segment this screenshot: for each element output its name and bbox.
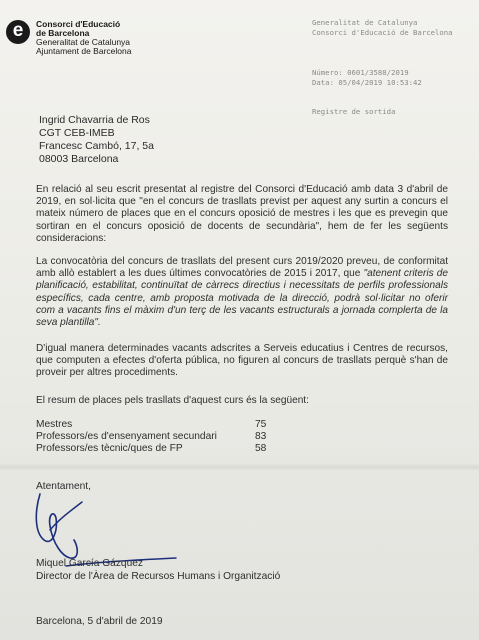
registry-stamp <box>312 18 453 38</box>
places-value: 83 <box>255 431 267 442</box>
stamp-number: Número: 0601/3588/2019 <box>312 68 409 77</box>
letterhead <box>36 20 131 56</box>
places-row <box>36 443 267 455</box>
closing-salutation: Atentament, <box>36 481 91 492</box>
places-value: 58 <box>255 443 267 454</box>
place-and-date: Barcelona, 5 d'abril de 2019 <box>36 616 163 627</box>
paragraph-lead: La convocatòria del concurs de trasllats del present curs 2019/2020 preveu, de conformitat amb allò establert a les dues últimes convocatòries de 2015 i 2017, que <box>36 256 448 280</box>
places-row <box>36 431 267 443</box>
places-label: Professors/es tècnic/ques de FP <box>36 443 183 454</box>
places-label: Professors/es d'ensenyament secundari <box>36 431 217 442</box>
paragraph-request: En relació al seu escrit presentat al registre del Consorci d'Educació amb data 3 d'abril de 2019, en sol·licita que "en el concurs de trasllats previst per aquest any surtin a concurs el mateix número de places que en el concurs oposició de mestres i les que es prevegin que sortiran en el concurs oposició de docents de secundària", hem de fer les següents consideracions: <box>36 184 448 244</box>
recipient-address <box>39 114 154 166</box>
places-table <box>36 419 267 455</box>
consorci-logo: e <box>6 20 30 44</box>
paragraph-quote: "atenent criteris de planificació, estabilitat, continuïtat de càrrecs directius i necessitats de perfils professionals específics, cada centre, amb proposta motivada de la direcció, podrà sol·licitar no oferir com a vacants fins el màxim d'un terç de les vacants estructurals a jornada complerta de la seva plantilla". <box>36 268 448 329</box>
stamp-line: Consorci d'Educació de Barcelona <box>312 28 453 37</box>
paragraph-summary: El resum de places pels trasllats d'aquest curs és la següent: <box>36 395 309 406</box>
recipient-street: Francesc Cambó, 17, 5a <box>39 140 154 152</box>
places-label: Mestres <box>36 419 73 430</box>
signer-block <box>36 557 280 583</box>
recipient-name: Ingrid Chavarria de Ros <box>39 114 150 126</box>
paragraph-convocatoria <box>36 256 448 329</box>
registry-number <box>312 68 422 88</box>
paragraph-vacants: D'igual manera determinades vacants adscrites a Serveis educatius i Centres de recursos, que computen a efectes d'oferta pública, no figuren al concurs de trasllats perquè s'han de proveir per altres procediments. <box>36 343 448 379</box>
registry-type: Registre de sortida <box>312 107 396 116</box>
recipient-city: 08003 Barcelona <box>39 153 119 165</box>
places-value: 75 <box>255 419 267 430</box>
stamp-date: Data: 05/04/2019 10:53:42 <box>312 78 422 87</box>
paper-fold <box>0 463 479 471</box>
letterhead-line: Consorci d'Educació <box>36 19 121 29</box>
places-row <box>36 419 267 431</box>
letterhead-line: Ajuntament de Barcelona <box>36 46 132 56</box>
signer-name: Miquel García Gázquez <box>36 558 144 569</box>
letterhead-line: de Barcelona <box>36 28 90 38</box>
stamp-line: Generalitat de Catalunya <box>312 18 418 27</box>
recipient-org: CGT CEB-IMEB <box>39 127 115 139</box>
letterhead-line: Generalitat de Catalunya <box>36 37 131 47</box>
signer-title: Director de l'Àrea de Recursos Humans i Organització <box>36 571 281 582</box>
